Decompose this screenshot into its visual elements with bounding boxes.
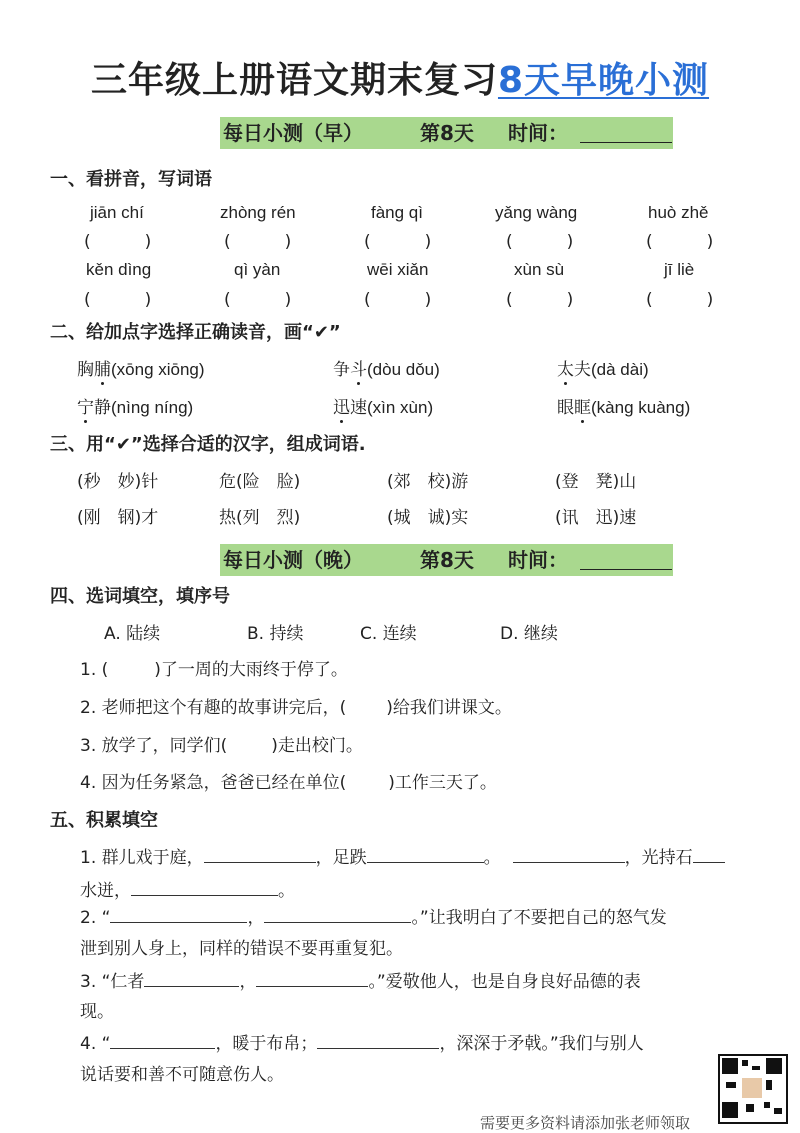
title-highlight: 8天早晚小测 xyxy=(497,60,710,101)
answer-box-9[interactable]: ( ) xyxy=(506,290,574,310)
accum-blank[interactable] xyxy=(513,844,625,863)
char-choice-2[interactable]: 危(险 脸) xyxy=(219,472,301,492)
char-choice-7[interactable]: (城 诚)实 xyxy=(387,508,469,528)
char-choice-5[interactable]: (刚 钢)才 xyxy=(77,508,159,528)
option-d: D. 继续 xyxy=(500,624,558,644)
pinyin-1: jiān chí xyxy=(90,203,144,222)
q2-heading: 二、给加点字选择正确读音，画“✔” xyxy=(50,322,341,343)
char-choice-4[interactable]: (登 凳)山 xyxy=(555,472,637,492)
reading-item-5[interactable]: 迅速(xìn xùn) xyxy=(333,398,434,418)
pinyin-6: kěn dìng xyxy=(86,260,152,279)
fill-sentence-1: 1. ( )了一周的大雨终于停了。 xyxy=(80,660,348,680)
fill-sentence-4: 4. 因为任务紧急，爸爸已经在单位( )工作三天了。 xyxy=(80,773,497,793)
morning-time-blank[interactable] xyxy=(580,141,672,143)
morning-banner xyxy=(220,117,673,149)
accum-blank[interactable] xyxy=(317,1030,439,1049)
pinyin-5: huò zhě xyxy=(648,203,709,222)
q4-heading: 四、选词填空，填序号 xyxy=(50,586,230,607)
reading-item-3[interactable]: 太夫(dà dài) xyxy=(557,360,649,380)
char-choice-8[interactable]: (讯 迅)速 xyxy=(555,508,637,528)
answer-box-3[interactable]: ( ) xyxy=(364,232,432,252)
accum-3-line1: 3. “仁者 ， 。”爱敬他人，也是自身良好品德的表 xyxy=(80,967,641,992)
reading-item-2[interactable]: 争斗(dòu dǒu) xyxy=(333,360,440,380)
option-c: C. 连续 xyxy=(360,624,417,644)
accum-blank[interactable] xyxy=(367,844,484,863)
evening-label: 每日小测（晚） xyxy=(223,548,363,572)
qr-code-icon xyxy=(718,1054,788,1124)
answer-box-7[interactable]: ( ) xyxy=(224,290,292,310)
pinyin-9: xùn sù xyxy=(514,260,565,279)
accum-blank[interactable] xyxy=(256,968,368,987)
answer-box-1[interactable]: ( ) xyxy=(84,232,152,252)
char-choice-3[interactable]: (郊 校)游 xyxy=(387,472,469,492)
answer-box-5[interactable]: ( ) xyxy=(646,232,714,252)
accum-blank[interactable] xyxy=(110,904,247,923)
answer-box-10[interactable]: ( ) xyxy=(646,290,714,310)
answer-box-8[interactable]: ( ) xyxy=(364,290,432,310)
accum-blank[interactable] xyxy=(693,844,725,863)
accum-blank[interactable] xyxy=(204,844,316,863)
fill-sentence-2: 2. 老师把这个有趣的故事讲完后，( )给我们讲课文。 xyxy=(80,698,512,718)
morning-label: 每日小测（早） xyxy=(223,121,363,145)
title-main: 三年级上册语文期末复习 xyxy=(90,60,498,101)
accum-1-line2: 水迸， 。 xyxy=(80,876,295,901)
q3-heading: 三、用“✔”选择合适的汉字，组成词语. xyxy=(50,434,366,455)
pinyin-2: zhòng rén xyxy=(220,203,296,222)
q5-heading: 五、积累填空 xyxy=(50,810,158,831)
pinyin-3: fàng qì xyxy=(371,203,423,222)
accum-4-line2: 说话要和善不可随意伤人。 xyxy=(80,1065,284,1085)
evening-time-label: 时间： xyxy=(508,548,568,572)
accum-blank[interactable] xyxy=(131,877,278,896)
accum-2-line2: 泄到别人身上，同样的错误不要再重复犯。 xyxy=(80,939,403,959)
reading-item-1[interactable]: 胸脯(xōng xiōng) xyxy=(77,360,205,380)
evening-day: 第8天 xyxy=(420,548,474,572)
answer-box-2[interactable]: ( ) xyxy=(224,232,292,252)
evening-banner xyxy=(220,544,673,576)
pinyin-4: yǎng wàng xyxy=(495,203,578,222)
accum-blank[interactable] xyxy=(144,968,239,987)
q1-heading: 一、看拼音，写词语 xyxy=(50,169,212,190)
char-choice-1[interactable]: (秒 妙)针 xyxy=(77,472,159,492)
accum-1-line1: 1. 群儿戏于庭， ，足跌 。 ，光持石 xyxy=(80,843,725,868)
fill-sentence-3: 3. 放学了，同学们( )走出校门。 xyxy=(80,736,363,756)
morning-time-label: 时间： xyxy=(508,121,568,145)
accum-4-line1: 4. “ ，暖于布帛； ，深深于矛戟。”我们与别人 xyxy=(80,1029,644,1054)
pinyin-7: qì yàn xyxy=(234,260,281,279)
accum-blank[interactable] xyxy=(264,904,411,923)
answer-box-4[interactable]: ( ) xyxy=(506,232,574,252)
footer-note: 需要更多资料请添加张老师领取 xyxy=(480,1114,691,1132)
accum-3-line2: 现。 xyxy=(80,1002,114,1022)
evening-time-blank[interactable] xyxy=(580,568,672,570)
answer-box-6[interactable]: ( ) xyxy=(84,290,152,310)
char-choice-6[interactable]: 热(列 烈) xyxy=(219,508,301,528)
accum-blank[interactable] xyxy=(110,1030,215,1049)
option-a: A. 陆续 xyxy=(104,624,161,644)
option-b: B. 持续 xyxy=(247,624,304,644)
page-title xyxy=(0,52,800,103)
reading-item-4[interactable]: 宁静(nìng níng) xyxy=(77,398,194,418)
pinyin-8: wēi xiǎn xyxy=(367,260,429,279)
pinyin-10: jī liè xyxy=(664,260,695,279)
accum-2-line1: 2. “ ， 。”让我明白了不要把自己的怒气发 xyxy=(80,903,667,928)
reading-item-6[interactable]: 眼眶(kàng kuàng) xyxy=(557,398,691,418)
morning-day: 第8天 xyxy=(420,121,474,145)
